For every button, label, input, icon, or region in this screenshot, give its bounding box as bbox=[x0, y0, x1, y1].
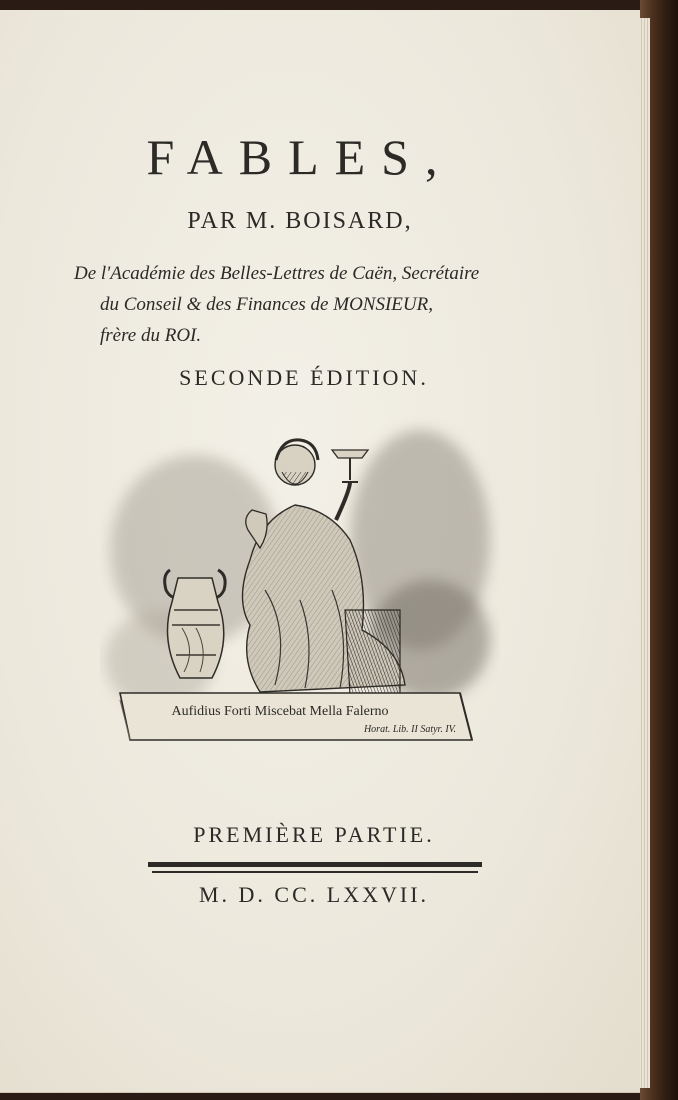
publication-date: M. D. CC. LXXVII. bbox=[198, 882, 430, 907]
double-rule-thin bbox=[152, 871, 478, 873]
engraving-illustration bbox=[100, 410, 500, 770]
edition-line: SECONDE ÉDITION. bbox=[179, 365, 429, 390]
part-heading: PREMIÈRE PARTIE. bbox=[193, 822, 435, 847]
author-description bbox=[74, 258, 554, 351]
plinth-motto: Aufidius Forti Miscebat Mella Falerno bbox=[171, 704, 389, 719]
plinth-citation: Horat. Lib. II Satyr. IV. bbox=[363, 724, 456, 735]
double-rule-thick bbox=[148, 862, 482, 867]
title-page bbox=[0, 10, 640, 1093]
book-title: FABLES, bbox=[146, 129, 454, 185]
author-line: PAR M. BOISARD, bbox=[187, 208, 413, 234]
plinth bbox=[120, 693, 472, 740]
description-line-3: frère du ROI. bbox=[100, 325, 202, 346]
description-line-2: du Conseil & des Finances de MONSIEUR, bbox=[100, 294, 433, 315]
description-line-1: De l'Académie des Belles-Lettres de Caën, Secrétaire bbox=[74, 263, 480, 284]
